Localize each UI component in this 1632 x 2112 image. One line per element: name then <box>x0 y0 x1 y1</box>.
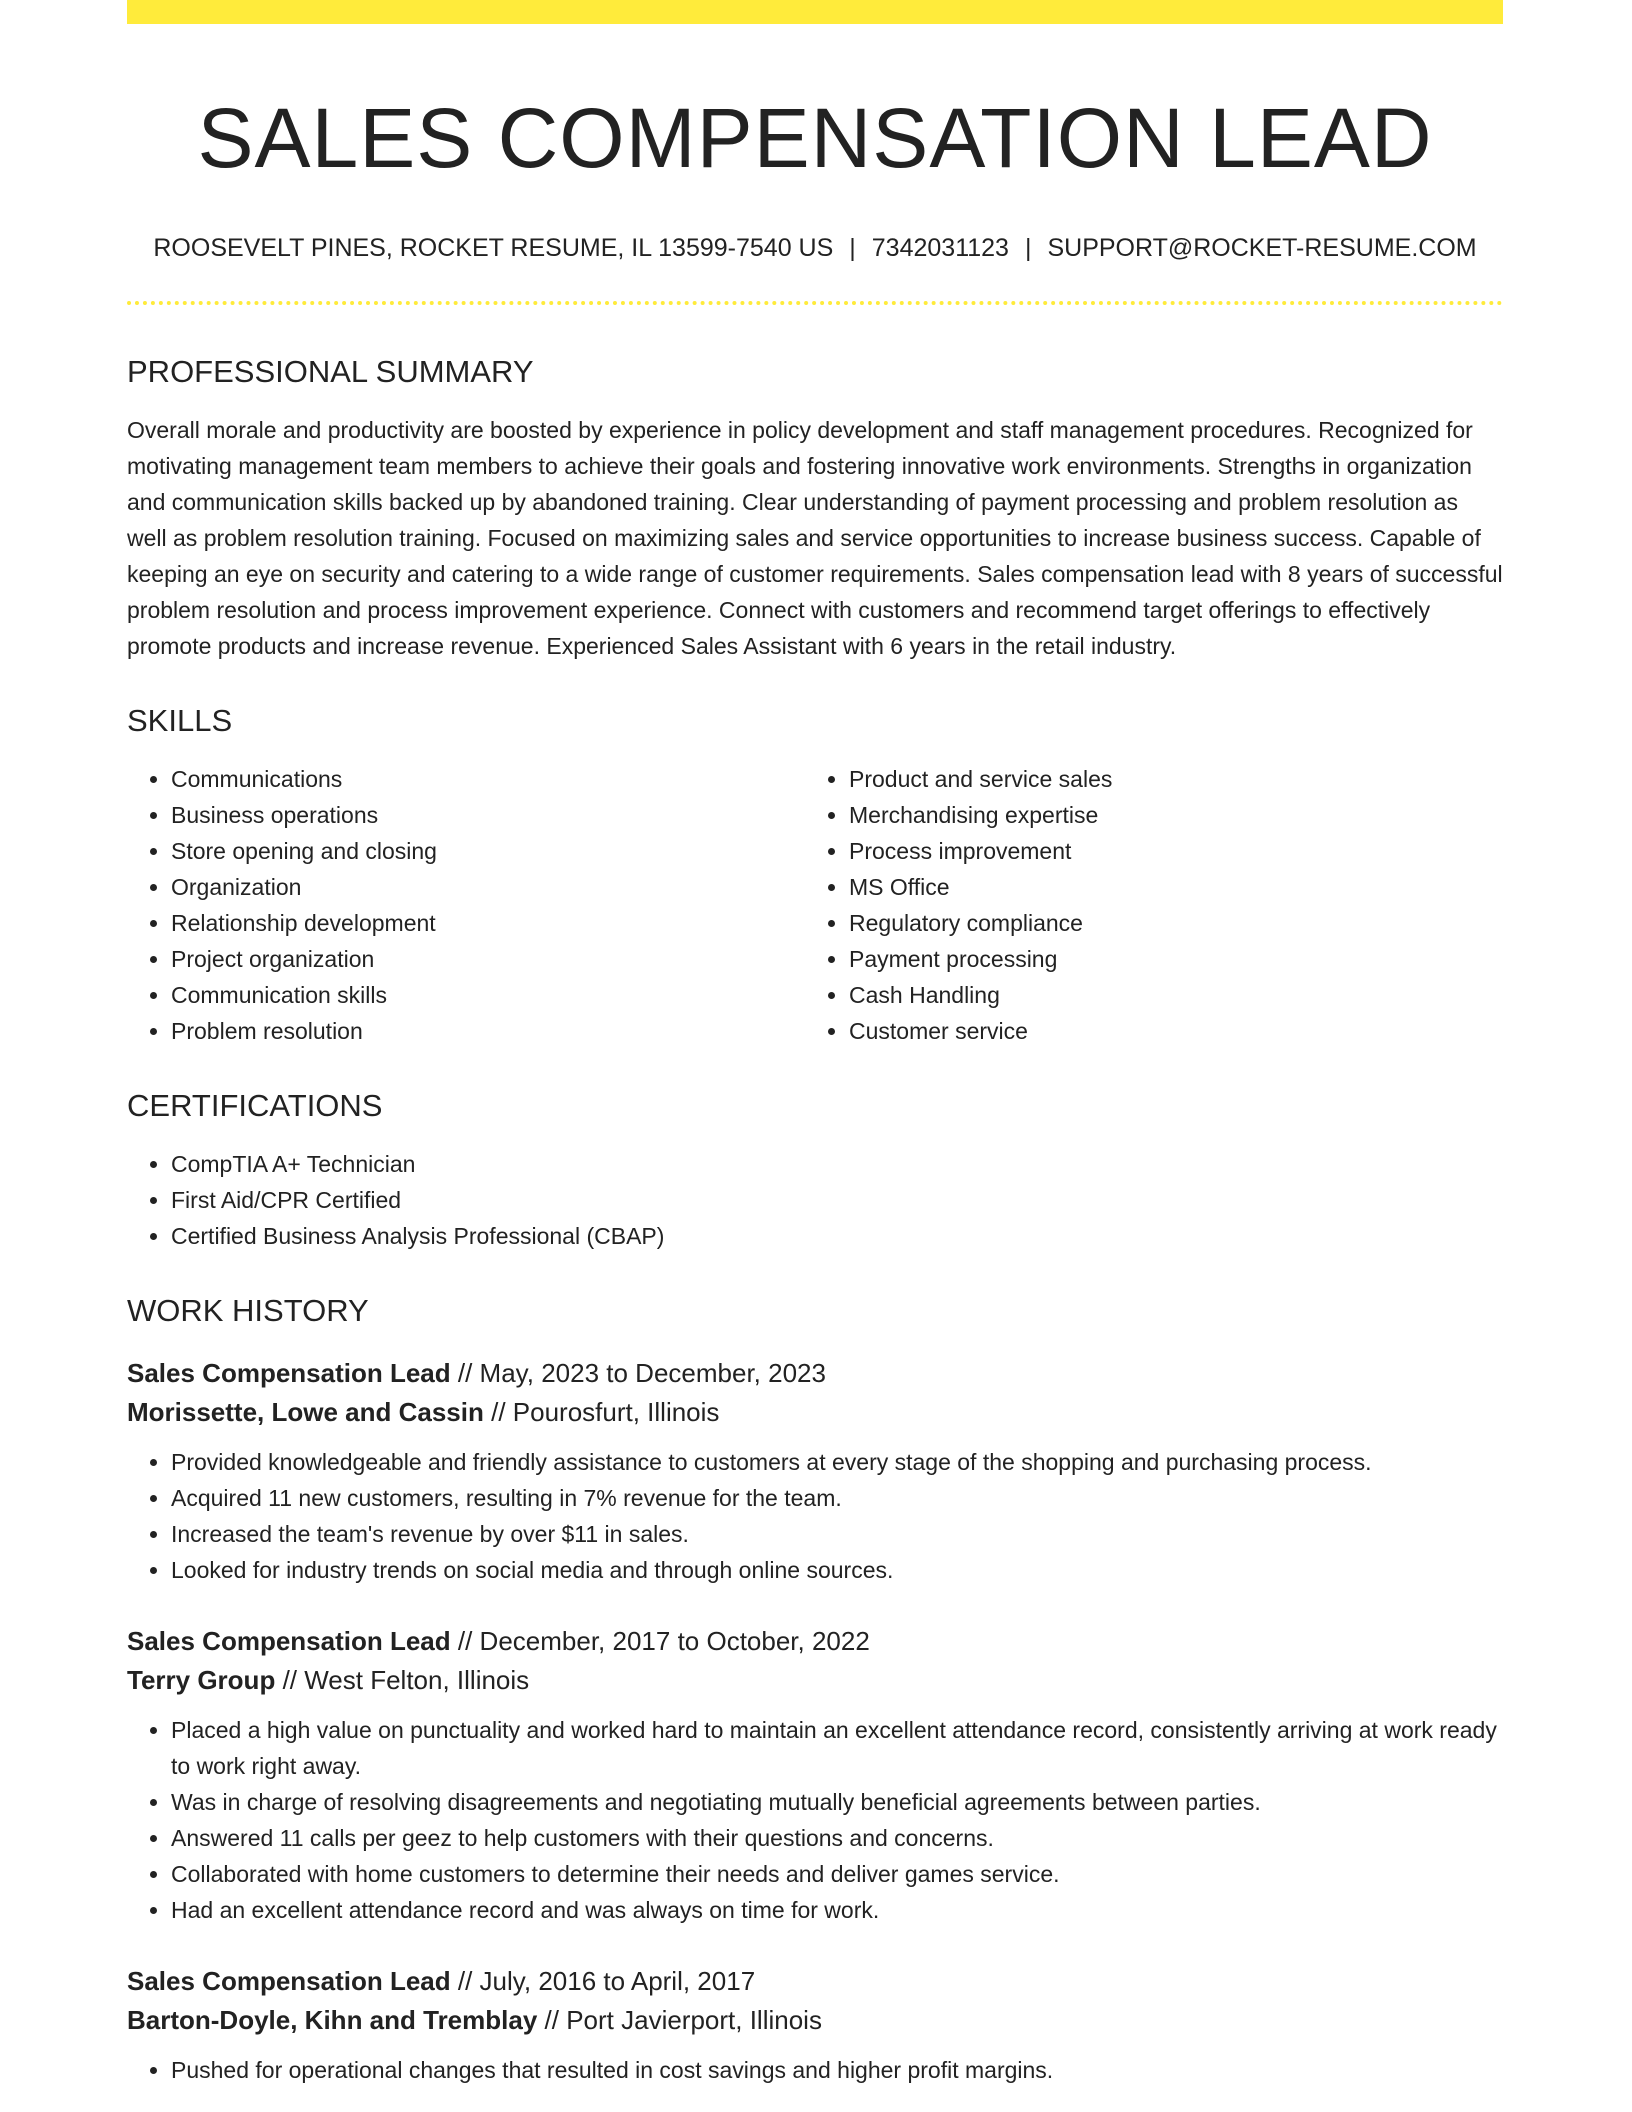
contact-address: ROOSEVELT PINES, ROCKET RESUME, IL 13599-7540 US <box>153 233 834 262</box>
dotted-divider <box>127 301 1503 305</box>
skill-item: • Project organization <box>171 941 805 977</box>
skill-item: • Merchandising expertise <box>849 797 1483 833</box>
job-title-line <box>127 1354 1503 1393</box>
job-company: Morissette, Lowe and Cassin <box>127 1396 484 1427</box>
skill-item: • Relationship development <box>171 905 805 941</box>
resume-name: SALES COMPENSATION LEAD <box>197 91 1433 185</box>
job-location: // Port Javierport, Illinois <box>544 2004 822 2035</box>
skills-grid <box>127 761 1503 1049</box>
skill-item: • Product and service sales <box>849 761 1483 797</box>
contact-email: SUPPORT@ROCKET-RESUME.COM <box>1047 233 1477 262</box>
section-heading-certifications: CERTIFICATIONS <box>127 1088 383 1124</box>
contact-separator: | <box>849 233 856 262</box>
contact-separator: | <box>1024 233 1032 262</box>
skill-item: • Business operations <box>171 797 805 833</box>
skill-item: • Payment processing <box>849 941 1483 977</box>
job-bullet: • Pushed for operational changes that resulted in cost savings and higher profit margins. <box>171 2052 1503 2088</box>
skills-list-right <box>805 761 1483 1049</box>
certification-item: • Certified Business Analysis Professional (CBAP) <box>171 1218 1503 1254</box>
job-dates: // May, 2023 to December, 2023 <box>457 1357 826 1388</box>
summary-section <box>127 353 1503 664</box>
job-entry <box>127 1354 1503 1588</box>
job-location: // Pourosfurt, Illinois <box>491 1396 720 1427</box>
contact-line <box>127 233 1503 263</box>
certifications-list <box>127 1146 1503 1254</box>
job-bullet: • Was in charge of resolving disagreements and negotiating mutually beneficial agreements between parties. <box>171 1784 1503 1820</box>
section-heading-summary: PROFESSIONAL SUMMARY <box>127 353 534 389</box>
job-bullets <box>127 1712 1503 1928</box>
job-bullet: • Acquired 11 new customers, resulting in 7% revenue for the team. <box>171 1480 1503 1516</box>
job-bullet: • Provided knowledgeable and friendly assistance to customers at every stage of the shopping and purchasing process. <box>171 1444 1503 1480</box>
skill-item: • Communications <box>171 761 805 797</box>
skill-item: • Organization <box>171 869 805 905</box>
job-dates: // July, 2016 to April, 2017 <box>457 1965 756 1996</box>
skill-item: • MS Office <box>849 869 1483 905</box>
job-title: Sales Compensation Lead <box>127 1625 451 1656</box>
job-bullet: • Had an excellent attendance record and was always on time for work. <box>171 1892 1503 1928</box>
job-bullet: • Placed a high value on punctuality and worked hard to maintain an excellent attendance record, consistently arriving at work ready to work right away. <box>171 1712 1503 1784</box>
job-company: Terry Group <box>127 1664 276 1695</box>
job-company: Barton-Doyle, Kihn and Tremblay <box>127 2004 538 2035</box>
job-title: Sales Compensation Lead <box>127 1357 451 1388</box>
job-title-line <box>127 1622 1503 1661</box>
section-heading-skills: SKILLS <box>127 702 233 738</box>
skills-list-left <box>127 761 805 1049</box>
job-company-line <box>127 1661 1503 1700</box>
job-entry <box>127 1962 1503 2088</box>
certification-item: • CompTIA A+ Technician <box>171 1146 1503 1182</box>
accent-bar <box>127 0 1503 24</box>
job-bullets <box>127 2052 1503 2088</box>
section-heading-work-history: WORK HISTORY <box>127 1293 369 1329</box>
work-history-section <box>127 1292 1503 2087</box>
skill-item: • Problem resolution <box>171 1013 805 1049</box>
skill-item: • Cash Handling <box>849 977 1483 1013</box>
job-bullet: • Increased the team's revenue by over $11 in sales. <box>171 1516 1503 1552</box>
skill-item: • Process improvement <box>849 833 1483 869</box>
skill-item: • Store opening and closing <box>171 833 805 869</box>
job-location: // West Felton, Illinois <box>282 1664 530 1695</box>
contact-phone: 7342031123 <box>871 233 1009 262</box>
summary-text: Overall morale and productivity are boosted by experience in policy development and staff management procedures. Recognized for motivating management team members to achieve their goals and fostering innovative work environments. Strengths in organization and communication skills backed up by abandoned training. Clear understanding of payment processing and problem resolution as well as problem resolution training. Focused on maximizing sales and service opportunities to increase business success. Capable of keeping an eye on security and catering to a wide range of customer requirements. Sales compensation lead with 8 years of successful problem resolution and process improvement experience. Connect with customers and recommend target offerings to effectively promote products and increase revenue. Experienced Sales Assistant with 6 years in the retail industry. <box>127 416 1503 659</box>
job-bullet: • Collaborated with home customers to determine their needs and deliver games service. <box>171 1856 1503 1892</box>
job-company-line <box>127 2001 1503 2040</box>
certifications-section <box>127 1087 1503 1254</box>
certification-item: • First Aid/CPR Certified <box>171 1182 1503 1218</box>
skills-section <box>127 702 1503 1049</box>
job-bullet: • Answered 11 calls per geez to help customers with their questions and concerns. <box>171 1820 1503 1856</box>
job-bullet: • Looked for industry trends on social media and through online sources. <box>171 1552 1503 1588</box>
job-company-line <box>127 1393 1503 1432</box>
job-dates: // December, 2017 to October, 2022 <box>457 1625 870 1656</box>
resume-page <box>127 0 1503 2088</box>
skill-item: • Communication skills <box>171 977 805 1013</box>
job-bullets <box>127 1444 1503 1588</box>
job-title: Sales Compensation Lead <box>127 1965 451 1996</box>
job-entry <box>127 1622 1503 1928</box>
skill-item: • Regulatory compliance <box>849 905 1483 941</box>
job-title-line <box>127 1962 1503 2001</box>
skill-item: • Customer service <box>849 1013 1483 1049</box>
